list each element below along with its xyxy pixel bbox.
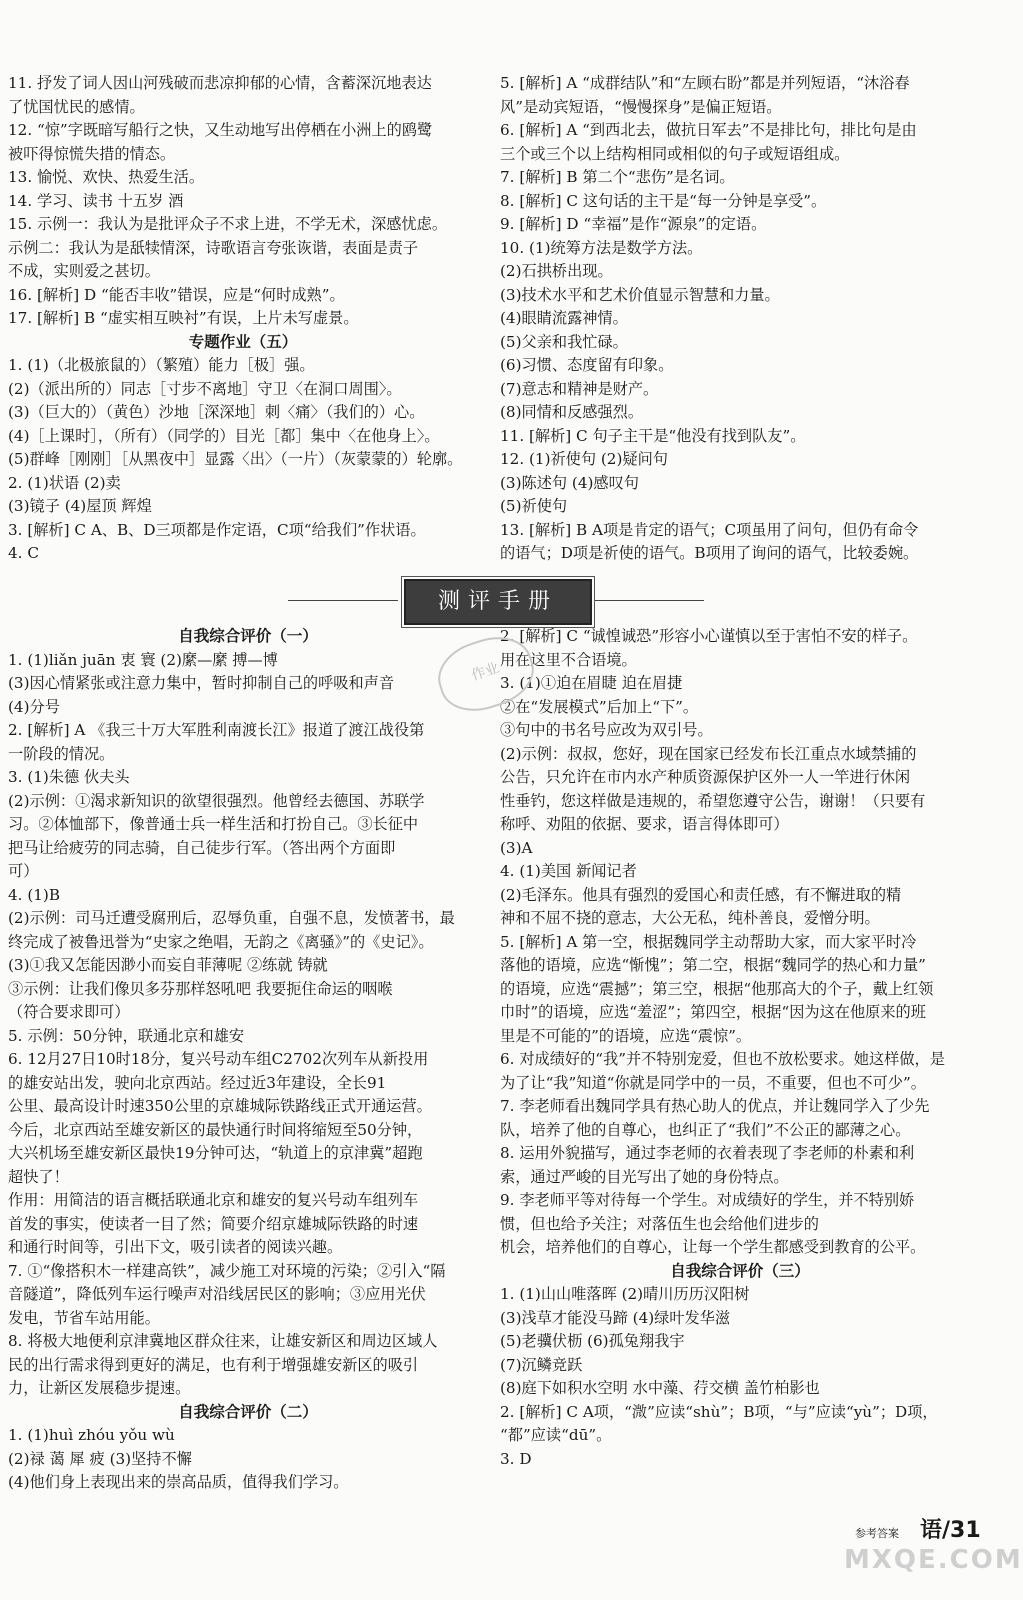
banner-rule-right <box>594 600 704 601</box>
answer-line: (3)浅草才能没马蹄 (4)绿叶发华滋 <box>500 1308 731 1327</box>
eval2-right-answers <box>500 625 980 1260</box>
answer-line: 3. (1)①迫在眉睫 迫在眉捷 <box>500 674 683 692</box>
answer-line: (2)毛泽东。他具有强烈的爱国心和责任感，有不懈进取的精 <box>500 885 902 904</box>
answer-line: 机会，培养他们的自尊心，让每一个学生都感受到教育的公平。 <box>500 1238 926 1256</box>
answer-line: 公里、最高设计时速350公里的京雄城际铁路线正式开通运营。 <box>8 1097 432 1115</box>
top-right-answers <box>500 72 980 566</box>
footer-label: 参考答案 <box>855 1527 899 1540</box>
answer-line: ②在“发展模式”后加上“下”。 <box>500 697 699 716</box>
answer-line: 称呼、劝阻的依据、要求，语言得体即可） <box>500 815 789 833</box>
answer-line: 7. [解析] B 第二个“悲伤”是名词。 <box>500 168 735 186</box>
answer-line: (4)［上课时］，（所有）（同学的）目光［都］集中〈在他身上〉。 <box>8 426 440 445</box>
answer-line: (3)A <box>500 838 533 857</box>
answer-line: (3)陈述句 (4)感叹句 <box>500 473 639 492</box>
answer-line: 4. (1)B <box>8 885 60 904</box>
answer-line: 了忧国忧民的感情。 <box>8 97 145 116</box>
answer-line: 3. [解析] C A、B、D三项都是作定语，C项“给我们”作状语。 <box>8 520 426 539</box>
answer-line: 公告，只允许在市内水产种质资源保护区外一人一竿进行休闲 <box>500 768 911 786</box>
answer-line: (5)祈使句 <box>500 497 568 515</box>
bottom-right-column <box>500 625 980 1471</box>
answer-line: 17. [解析] B “虚实相互映衬”有误，上片未写虚景。 <box>8 309 359 327</box>
answer-line: 13. [解析] B A项是肯定的语气；C项虽用了问句，但仍有命令 <box>500 520 919 539</box>
answer-line: 5. [解析] A “成群结队”和“左顾右盼”都是并列短语，“沐浴春 <box>500 74 910 92</box>
answer-line: 里是不可能的”的语境，应选“震惊”。 <box>500 1026 752 1045</box>
eval2-answers <box>8 1424 488 1495</box>
answer-line: “都”应读“dū”。 <box>500 1426 612 1444</box>
eval1-title: 自我综合评价（一） <box>178 627 318 645</box>
top-left-column <box>8 72 478 566</box>
answer-line: 力，让新区发展稳步提速。 <box>8 1379 191 1397</box>
answer-line: 6. 12月27日10时18分，复兴号动车组C2702次列车从新投用 <box>8 1050 429 1068</box>
answer-line: 音隧道”，降低列车运行噪声对沿线居民区的影响；③应用光伏 <box>8 1285 426 1303</box>
answer-line: (8)庭下如积水空明 水中藻、荇交横 盖竹柏影也 <box>500 1379 820 1397</box>
answer-line: 3. (1)朱德 伙夫头 <box>8 768 130 786</box>
answer-line: (3)（巨大的）（黄色）沙地［深深地］刺〈痛〉（我们的）心。 <box>8 403 425 421</box>
answer-line: 落他的语境，应选“惭愧”；第二空，根据“魏同学的热心和力量” <box>500 956 926 974</box>
eval3-title: 自我综合评价（三） <box>670 1261 810 1280</box>
answer-line: 三个或三个以上结构相同或相似的句子或短语组成。 <box>500 144 850 163</box>
answer-line: 13. 愉悦、欢快、热爱生活。 <box>8 168 205 186</box>
answer-line: 把马让给疲劳的同志骑，自己徒步行军。（答出两个方面即 <box>8 838 396 857</box>
answer-line: (5)群峰［刚刚］［从黑夜中］显露〈出〉（一片）（灰蒙蒙的）轮廓。 <box>8 450 463 468</box>
answer-line: ③示例：让我们像贝多芬那样怒吼吧 我要扼住命运的咽喉 <box>8 979 393 998</box>
answer-line: 习。②体恤部下，像普通士兵一样生活和打扮自己。③长征中 <box>8 815 419 833</box>
answer-line: 神和不屈不挠的意志，大公无私，纯朴善良，爱憎分明。 <box>500 909 880 927</box>
answer-line: 12. “惊”字既暗写船行之快，又生动地写出停栖在小洲上的鸥鹭 <box>8 121 433 139</box>
answer-line: 示例二：我认为是舐犊情深，诗歌语言夸张诙谐，表面是责子 <box>8 238 419 257</box>
answer-line: ③句中的书名号应改为双引号。 <box>500 721 713 739</box>
answer-line: 超快了！ <box>8 1167 69 1186</box>
answer-line: 4. C <box>8 544 39 562</box>
answer-line: 3. D <box>500 1449 532 1468</box>
answer-line: 作用：用简洁的语言概括联通北京和雄安的复兴号动车组列车 <box>8 1191 419 1209</box>
answer-line: 的雄安站出发，驶向北京西站。经过近3年建设，全长91 <box>8 1073 387 1092</box>
answer-line: 大兴机场至雄安新区最快19分钟可达，“轨道上的京津冀”超跑 <box>8 1144 423 1162</box>
answer-line: (5)老骥伏枥 (6)孤兔翔我宇 <box>500 1332 685 1350</box>
special-assignment-title: 专题作业（五） <box>188 332 298 351</box>
answer-line: 风”是动宾短语，“慢慢探身”是偏正短语。 <box>500 97 782 116</box>
answer-line: 11. 抒发了词人因山河残破而悲凉抑郁的心情，含蓄深沉地表达 <box>8 74 432 92</box>
answer-line: 14. 学习、读书 十五岁 酒 <box>8 191 184 210</box>
answer-line: (5)父亲和我忙碌。 <box>500 332 628 351</box>
answer-line: 5. 示例：50分钟，联通北京和雄安 <box>8 1026 245 1045</box>
answer-line: (2)示例：司马迁遭受腐刑后，忍辱负重，自强不息，发愤著书，最 <box>8 909 455 927</box>
evaluation-handbook-banner: 测评手册 <box>404 579 592 625</box>
answer-line: 今后，北京西站至雄安新区的最快通行时间将缩短至50分钟， <box>8 1120 423 1139</box>
answer-line: 发电，节省车站用能。 <box>8 1308 160 1327</box>
answer-line: (4)他们身上表现出来的崇高品质，值得我们学习。 <box>8 1473 349 1491</box>
answer-line: 1. (1)liǎn juān 衷 寰 (2)縻—縻 搏—博 <box>8 650 278 669</box>
answer-line: 10. (1)统筹方法是数学方法。 <box>500 238 703 257</box>
answer-line: (3)镜子 (4)屋顶 辉煌 <box>8 497 152 515</box>
answer-line: (2)禄 蔼 犀 疲 (3)坚持不懈 <box>8 1449 192 1468</box>
answer-line: (2)示例：①渴求新知识的欲望很强烈。他曾经去德国、苏联学 <box>8 791 425 810</box>
answer-line: 和通行时间等，引出下文，吸引读者的阅读兴趣。 <box>8 1238 343 1256</box>
answer-line: 2. [解析] A 《我三十万大军胜利南渡长江》报道了渡江战役第 <box>8 721 425 739</box>
answer-line: 被吓得惊慌失措的情态。 <box>8 144 176 163</box>
answer-line: 用在这里不合语境。 <box>500 650 637 669</box>
answer-line: 1. (1)（北极旅鼠的）（繁殖）能力［极］强。 <box>8 356 315 374</box>
answer-line: (4)分号 <box>8 697 60 716</box>
special-assignment-answers <box>8 354 478 566</box>
answer-line: (2)示例：叔叔，您好，现在国家已经发布长江重点水域禁捕的 <box>500 744 917 763</box>
answer-line: 1. (1)山山唯落晖 (2)晴川历历汉阳树 <box>500 1285 750 1303</box>
answer-line: 索，通过严峻的目光写出了她的身份特点。 <box>500 1167 789 1186</box>
answer-line: 16. [解析] D “能否丰收”错误，应是“何时成熟”。 <box>8 285 345 304</box>
answer-line: (8)同情和反感强烈。 <box>500 403 644 421</box>
answer-line: 巾时”的语境，应选“羞涩”；第四空，根据“因为这在他原来的班 <box>500 1003 926 1021</box>
answer-line: 2. [解析] C A项，“溦”应读“shù”；B项，“与”应读“yù”；D项， <box>500 1402 938 1421</box>
banner-rule-left <box>288 600 398 601</box>
answer-line: (6)习惯、态度留有印象。 <box>500 356 674 374</box>
page-number: 语/31 <box>920 1518 981 1543</box>
answer-line: (3)因心情紧张或注意力集中，暂时抑制自己的呼吸和声音 <box>8 674 395 692</box>
answer-line: 民的出行需求得到更好的满足，也有利于增强雄安新区的吸引 <box>8 1355 419 1374</box>
answer-line: (4)眼睛流露神情。 <box>500 309 628 327</box>
answer-line: 可） <box>8 862 39 880</box>
bottom-left-column <box>8 625 488 1495</box>
answer-line: 12. (1)祈使句 (2)疑问句 <box>500 450 668 468</box>
answer-line: 2. (1)状语 (2)卖 <box>8 473 121 492</box>
answer-line: 性垂钓，您这样做是违规的，希望您遵守公告，谢谢！（只要有 <box>500 791 926 810</box>
answer-line: 5. [解析] A 第一空，根据魏同学主动帮助大家，而大家平时冷 <box>500 932 917 951</box>
eval3-answers <box>500 1283 980 1471</box>
answer-line: (2)石拱桥出现。 <box>500 262 613 280</box>
answer-line: (2)（派出所的）同志［寸步不离地］守卫〈在洞口周围〉。 <box>8 379 402 398</box>
answer-line: 9. [解析] D “幸福”是作“源泉”的定语。 <box>500 215 767 233</box>
answer-line: (7)意志和精神是财产。 <box>500 379 659 398</box>
answer-line: 终完成了被鲁迅誉为“史家之绝唱，无韵之《离骚》”的《史记》。 <box>8 932 434 951</box>
eval1-answers <box>8 649 488 1401</box>
eval2-title: 自我综合评价（二） <box>178 1402 318 1421</box>
answer-line: 为了让“我”知道“你就是同学中的一员，不重要，但也不可少”。 <box>500 1073 926 1092</box>
answer-line: 8. 运用外貌描写，通过李老师的衣着表现了李老师的朴素和利 <box>500 1144 915 1162</box>
answer-line: (3)①我又怎能因渺小而妄自菲薄呢 ②练就 铸就 <box>8 956 328 974</box>
answer-line: 9. 李老师平等对待每一个学生。对成绩好的学生，并不特别娇 <box>500 1191 915 1209</box>
top-right-column <box>500 72 980 566</box>
answer-line: 8. 将极大地便利京津冀地区群众往来，让雄安新区和周边区域人 <box>8 1332 438 1350</box>
answer-line: 6. [解析] A “到西北去，做抗日军去”不是排比句，排比句是由 <box>500 121 917 139</box>
answer-line: （符合要求即可） <box>8 1003 130 1021</box>
top-left-answers <box>8 72 478 331</box>
watermark: MXQE.COM <box>844 1545 1023 1575</box>
answer-line: (7)沉鳞竞跃 <box>500 1355 583 1374</box>
answer-line: 7. ①“像搭积木一样建高铁”，减少施工对环境的污染；②引入“隔 <box>8 1261 446 1280</box>
answer-line: 不成，实则爱之甚切。 <box>8 262 160 280</box>
answer-line: 惯，但也给予关注；对落伍生也会给他们进步的 <box>500 1214 819 1233</box>
answer-line: 1. (1)huì zhóu yǒu wù <box>8 1426 175 1444</box>
answer-line: 8. [解析] C 这句话的主干是“每一分钟是享受”。 <box>500 191 827 210</box>
answer-line: 一阶段的情况。 <box>8 744 115 763</box>
answer-line: 首发的事实，使读者一目了然；简要介绍京雄城际铁路的时速 <box>8 1214 419 1233</box>
answer-line: 的语气；D项是祈使的语气。B项用了询问的语气，比较委婉。 <box>500 544 919 562</box>
answer-line: 7. 李老师看出魏同学具有热心助人的优点，并让魏同学入了少先 <box>500 1097 930 1115</box>
answer-line: 4. (1)美国 新闻记者 <box>500 862 637 880</box>
answer-line: 的语境，应选“震撼”；第三空，根据“他那高大的个子，戴上红领 <box>500 979 934 998</box>
answer-line: (3)技术水平和艺术价值显示智慧和力量。 <box>500 285 780 304</box>
answer-line: 15. 示例一：我认为是批评众子不求上进，不学无术，深感忧虑。 <box>8 215 448 233</box>
answer-line: 队，培养了他的自尊心，也纠正了“我们”不公正的鄙薄之心。 <box>500 1120 911 1139</box>
answer-line: 2. [解析] C “诚惶诚恐”形容小心谨慎以至于害怕不安的样子。 <box>500 627 918 645</box>
answer-line: 6. 对成绩好的“我”并不特别宠爱，但也不放松要求。她这样做，是 <box>500 1050 945 1068</box>
homework-stamp: 作业 <box>430 627 542 721</box>
answer-line: 11. [解析] C 句子主干是“他没有找到队友”。 <box>500 426 806 445</box>
